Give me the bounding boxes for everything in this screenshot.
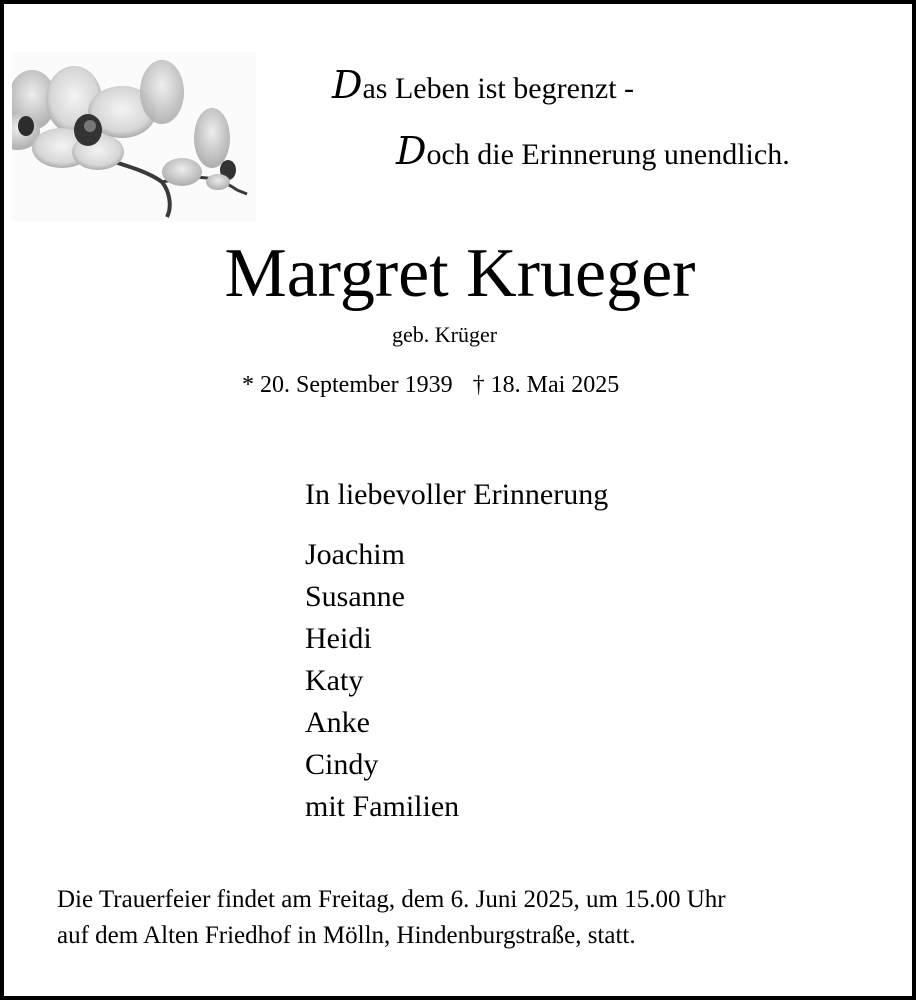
service-line-1: Die Trauerfeier findet am Freitag, dem 6. Juni 2025, um 15.00 Uhr [57,886,726,913]
funeral-service-info [57,882,726,954]
mourner-name: Katy [305,664,364,697]
motto-line-2-text: och die Erinnerung unendlich. [426,138,790,171]
life-dates [242,372,619,399]
maiden-name: geb. Krüger [392,322,498,347]
mourner-name: Heidi [305,622,372,655]
service-line-2: auf dem Alten Friedhof in Mölln, Hindenburgstraße, statt. [57,922,636,949]
motto-line-1 [332,63,635,107]
mourner-name: Anke [305,706,370,739]
mourner-name: Susanne [305,580,405,613]
birth-date: * 20. September 1939 [242,372,453,398]
deceased-name: Margret Krueger [224,235,696,312]
orchid-icon [12,52,256,222]
motto-line-1-text: as Leben ist begrenzt - [362,72,635,105]
motto-line-2-initial: D [396,129,427,173]
motto-line-2 [396,129,790,173]
death-date: † 18. Mai 2025 [472,372,620,398]
mourner-name: Joachim [305,538,405,571]
memory-heading: In liebevoller Erinnerung [305,478,609,511]
mourner-name: mit Familien [305,790,460,823]
mourner-name: Cindy [305,748,379,781]
motto-line-1-initial: D [332,63,363,107]
mourner-list [305,534,459,828]
